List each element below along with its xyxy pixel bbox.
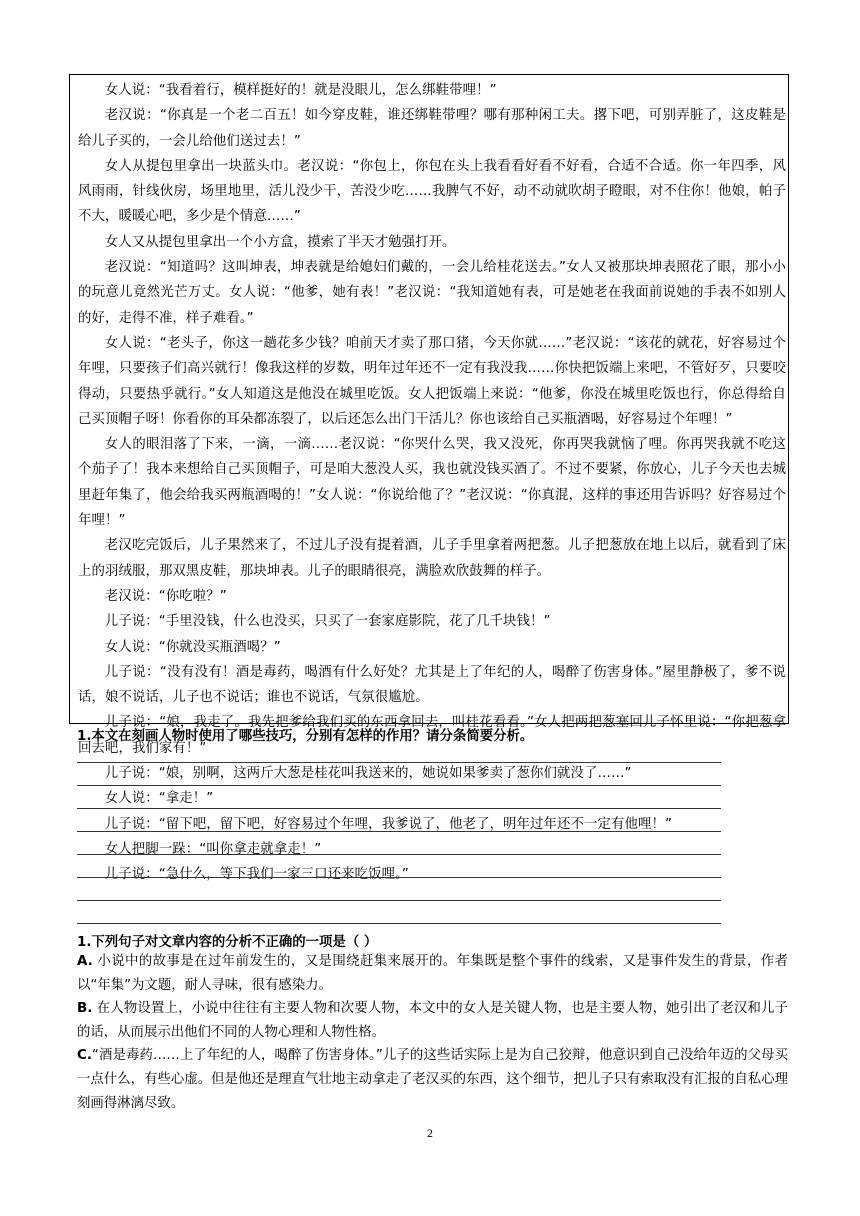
- answer-line[interactable]: [77, 762, 721, 763]
- option-letter: C.: [77, 1048, 92, 1064]
- passage-paragraph: 儿子说：“手里没钱，什么也没买，只买了一套家庭影院，花了几千块钱！”: [104, 614, 551, 630]
- passage-paragraph: 儿子说：“娘，别啊，这两斤大葱是桂花叫我送来的，她说如果爹卖了葱你们就没了……”: [104, 766, 632, 782]
- passage-paragraph: 儿子说：“娘，我走了。我先把爹给我们买的东西拿回去，叫桂花看看。”女人把两把葱塞回儿子怀里说：“你把葱拿回去吧，我们家有！”: [78, 715, 786, 756]
- option-text: 在人物设置上，小说中往往有主要人物和次要人物，本文中的女人是关键人物，也是主要人物，她引出了老汉和儿子的话，从而展示出他们不同的人物心理和人物性格。: [77, 1001, 788, 1040]
- page-number: 2: [427, 1126, 433, 1140]
- passage-paragraph: 女人从提包里拿出一块蓝头巾。老汉说：“你包上，你包在头上我看看好看不好看，合适不合适。你一年四季，风风雨雨，针线伙房，场里地里，活儿没少干，苦没少吃……我脾气不好，动不动就吹胡子瞪眼，对不住你！他娘，帕子不大，暖暖心吧，多少是个情意……”: [78, 158, 786, 225]
- passage-paragraph: 女人说：“老头子，你这一趟花多少钱？咱前天才卖了那口猪，今天你就……”老汉说：“该花的就花，好容易过个年哩，只要孩子们高兴就行！像我这样的岁数，明年过年还不一定有我没我……你快把饭端上来吧，不管好歹，只要咬得动，只要热乎就行。”女人知道这是他没在城里吃饭。女人把饭端上来说：“他爹，你没在城里吃饭也行，你总得给自己买顶帽子呀！你看你的耳朵都冻裂了，以后还怎么出门干活儿？你也该给自己买瓶酒喝，好容易过个年哩！”: [78, 335, 786, 427]
- passage-paragraph: 儿子说：“没有没有！酒是毒药，喝酒有什么好处？尤其是上了年纪的人，喝醉了伤害身体。”屋里静极了，爹不说话，娘不说话，儿子也不说话；谁也不说话，气氛很尴尬。: [78, 664, 786, 706]
- option-letter: B.: [77, 1001, 93, 1017]
- passage-paragraph: 老汉吃完饭后，儿子果然来了，不过儿子没有提着酒，儿子手里拿着两把葱。儿子把葱放在地上以后，就看到了床上的羽绒服，那双黑皮鞋，那块坤表。儿子的眼睛很亮，满脸欢欣鼓舞的样子。: [78, 538, 786, 579]
- option-text: “酒是毒药……上了年纪的人，喝醉了伤害身体。”儿子的这些话实际上是为自己狡辩，他意识到自己没给年迈的父母买一点什么，有些心虚。但是他还是理直气壮地主动拿走了老汉买的东西，这个细节，把儿子只有索取没有汇报的自私心理刻画得淋漓尽致。: [77, 1048, 788, 1111]
- passage-paragraph: 女人说：“我看着行，模样挺好的！就是没眼儿，怎么绑鞋带哩！”: [104, 83, 497, 98]
- passage-paragraph: 儿子说：“急什么，等下我们一家三口还来吃饭哩。”: [104, 867, 409, 883]
- passage-paragraph: 女人的眼泪落了下来，一滴，一滴……老汉说：“你哭什么哭，我又没死，你再哭我就恼了哩。你再哭我就不吃这个茄子了！我本来想给自己买顶帽子，可是咱大葱没人买，我也就没钱买酒了。不过不要紧，你放心，儿子今天也去城里赶年集了，他会给我买两瓶酒喝的！”女人说：“你说给他了？”老汉说：“你真混，这样的事还用告诉吗？好容易过个年哩！”: [78, 437, 786, 529]
- answer-line[interactable]: [77, 877, 721, 878]
- answer-line[interactable]: [77, 831, 721, 832]
- answer-line[interactable]: [77, 923, 721, 924]
- option-c[interactable]: [77, 1044, 788, 1115]
- answer-line[interactable]: [77, 785, 721, 786]
- question-1-prompt: 1.本文在刻画人物时使用了哪些技巧，分别有怎样的作用？请分条简要分析。: [77, 729, 534, 744]
- option-letter: A.: [77, 954, 93, 969]
- passage-paragraph: 老汉说：“你吃啦？”: [104, 588, 227, 604]
- question-2-prompt: 1.下列句子对文章内容的分析不正确的一项是（ ）: [77, 935, 378, 950]
- passage-paragraph: 女人又从提包里拿出一个小方盒，摸索了半天才勉强打开。: [104, 234, 456, 250]
- option-text: 小说中的故事是在过年前发生的，又是围绕赶集来展开的。年集既是整个事件的线索，又是事件发生的背景，作者以“年集”为文题，耐人寻味，很有感染力。: [77, 954, 788, 993]
- passage-paragraph: 女人说：“拿走！”: [104, 791, 214, 807]
- answer-options: [77, 950, 788, 1115]
- passage-paragraph: 女人说：“你就没买瓶酒喝？”: [104, 639, 281, 655]
- answer-line[interactable]: [77, 854, 721, 855]
- passage-paragraph: 女人把脚一跺：“叫你拿走就拿走！”: [104, 841, 322, 857]
- answer-line[interactable]: [77, 808, 721, 809]
- answer-line[interactable]: [77, 900, 721, 901]
- option-a[interactable]: [77, 950, 788, 997]
- passage-paragraph: 老汉说：“你真是一个老二百五！如今穿皮鞋，谁还绑鞋带哩？哪有那种闲工夫。撂下吧，可别弄脏了，这皮鞋是给儿子买的，一会儿给他们送过去！”: [78, 108, 786, 149]
- passage-paragraph: 老汉说：“知道吗？这叫坤表，坤表就是给媳妇们戴的，一会儿给桂花送去。”女人又被那块坤表照花了眼，那小小的玩意儿竟然光芒万丈。女人说：“他爹，她有表！”老汉说：“我知道她有表，可是她老在我面前说她的手表不如别人的好，走得不准，样子难看。”: [78, 260, 786, 326]
- passage-paragraph: 儿子说：“留下吧，留下吧，好容易过个年哩，我爹说了，他老了，明年过年还不一定有他哩！”: [104, 816, 672, 832]
- option-b[interactable]: [77, 997, 788, 1044]
